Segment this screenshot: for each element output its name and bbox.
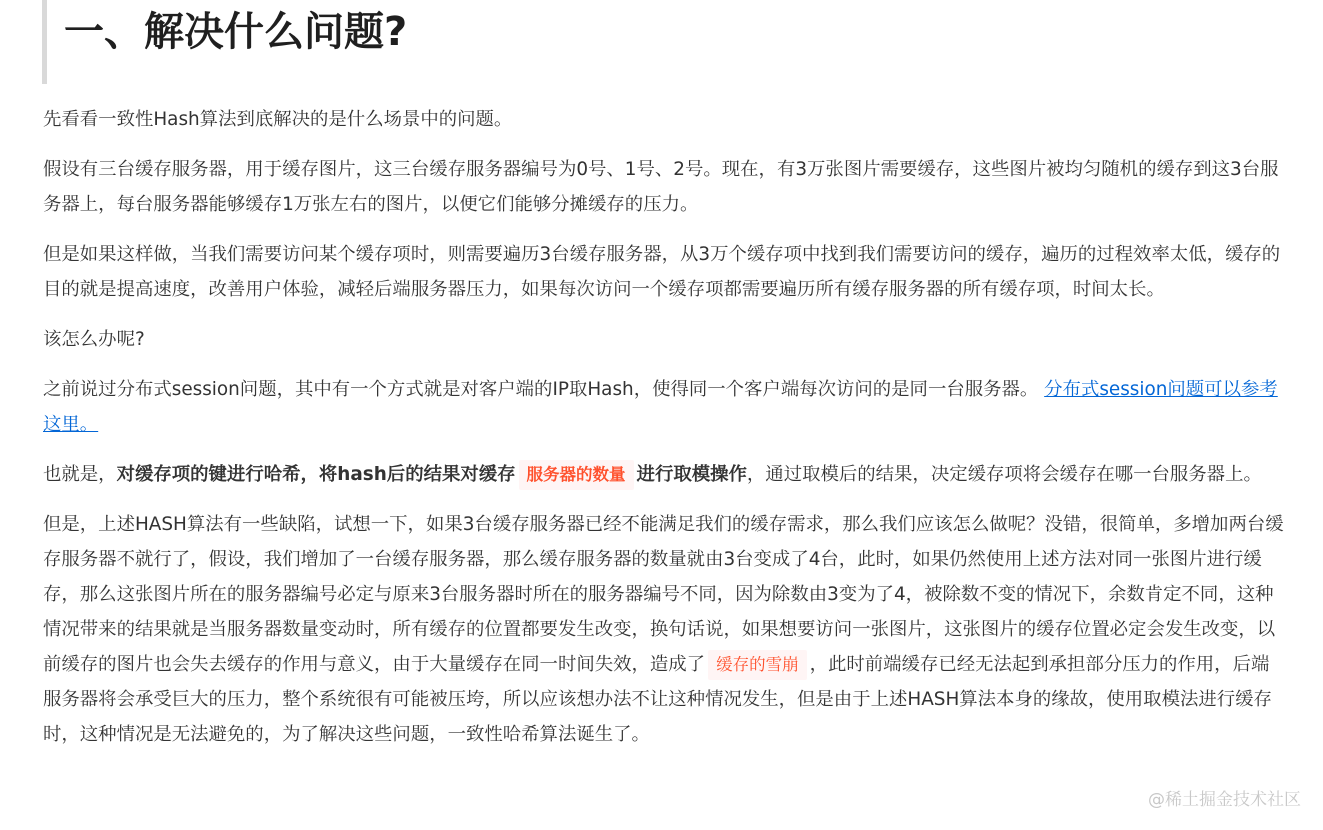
paragraph-hash-mod-pre: 也就是， — [43, 464, 117, 485]
paragraph-hash-mod — [43, 457, 1287, 492]
paragraph-hash-mod-post: ，通过取模后的结果，决定缓存项将会缓存在哪一台服务器上。 — [746, 464, 1262, 485]
section-heading: 一、解决什么问题? — [64, 9, 408, 55]
inline-code-server-count: 服务器的数量 — [519, 460, 634, 490]
paragraph-intro: 先看看一致性Hash算法到底解决的是什么场景中的问题。 — [43, 109, 513, 130]
paragraph-hash-mod-bold-2: 进行取模操作 — [636, 464, 747, 485]
paragraph-hash-mod-bold-1: 对缓存项的键进行哈希，将hash后的结果对缓存 — [116, 464, 516, 485]
paragraph-session-text: 之前说过分布式session问题，其中有一个方式就是对客户端的IP取Hash，使得同一个客户端每次访问的是同一台服务器。 — [43, 379, 1039, 400]
paragraph-problem: 但是如果这样做，当我们需要访问某个缓存项时，则需要遍历3台缓存服务器，从3万个缓存项中找到我们需要访问的缓存，遍历的过程效率太低，缓存的目的就是提高速度，改善用户体验，减轻后端服务器压力，如果每次访问一个缓存项都需要遍历所有缓存服务器的所有缓存项，时间太长。 — [43, 244, 1281, 300]
paragraph-defect-pre: 但是，上述HASH算法有一些缺陷，试想一下，如果3台缓存服务器已经不能满足我们的缓存需求，那么我们应该怎么做呢？没错，很简单，多增加两台缓存服务器不就行了，假设，我们增加了一台缓存服务器，那么缓存服务器的数量就由3台变成了4台，此时，如果仍然使用上述方法对同一张图片进行缓存，那么这张图片所在的服务器编号必定与原来3台服务器时所在的服务器编号不同，因为除数由3变为了4，被除数不变的情况下，余数肯定不同，这种情况带来的结果就是当服务器数量变动时，所有缓存的位置都要发生改变，换句话说，如果想要访问一张图片，这张图片的缓存位置必定会发生改变，以前缓存的图片也会失去缓存的作用与意义，由于大量缓存在同一时间失效，造成了 — [43, 514, 1284, 675]
watermark: @稀土掘金技术社区 — [1148, 790, 1301, 810]
heading-blockquote — [42, 0, 1307, 84]
inline-code-cache-avalanche: 缓存的雪崩 — [708, 650, 807, 680]
paragraph-scenario: 假设有三台缓存服务器，用于缓存图片，这三台缓存服务器编号为0号、1号、2号。现在，有3万张图片需要缓存，这些图片被均匀随机的缓存到这3台服务器上，每台服务器能够缓存1万张左右的图片，以便它们能够分摊缓存的压力。 — [43, 159, 1279, 215]
paragraph-defect-post: ，此时前端缓存已经无法起到承担部分压力的作用，后端服务器将会承受巨大的压力，整个系统很有可能被压垮，所以应该想办法不让这种情况发生，但是由于上述HASH算法本身的缘故，使用取模法进行缓存时，这种情况是无法避免的，为了解决这些问题，一致性哈希算法诞生了。 — [43, 654, 1272, 745]
paragraph-session — [43, 372, 1287, 442]
session-reference-link[interactable]: 分布式session问题可以参考这里。 — [43, 379, 1278, 435]
article-body — [43, 102, 1287, 765]
paragraph-defect — [43, 507, 1287, 752]
paragraph-question: 该怎么办呢? — [43, 329, 145, 350]
